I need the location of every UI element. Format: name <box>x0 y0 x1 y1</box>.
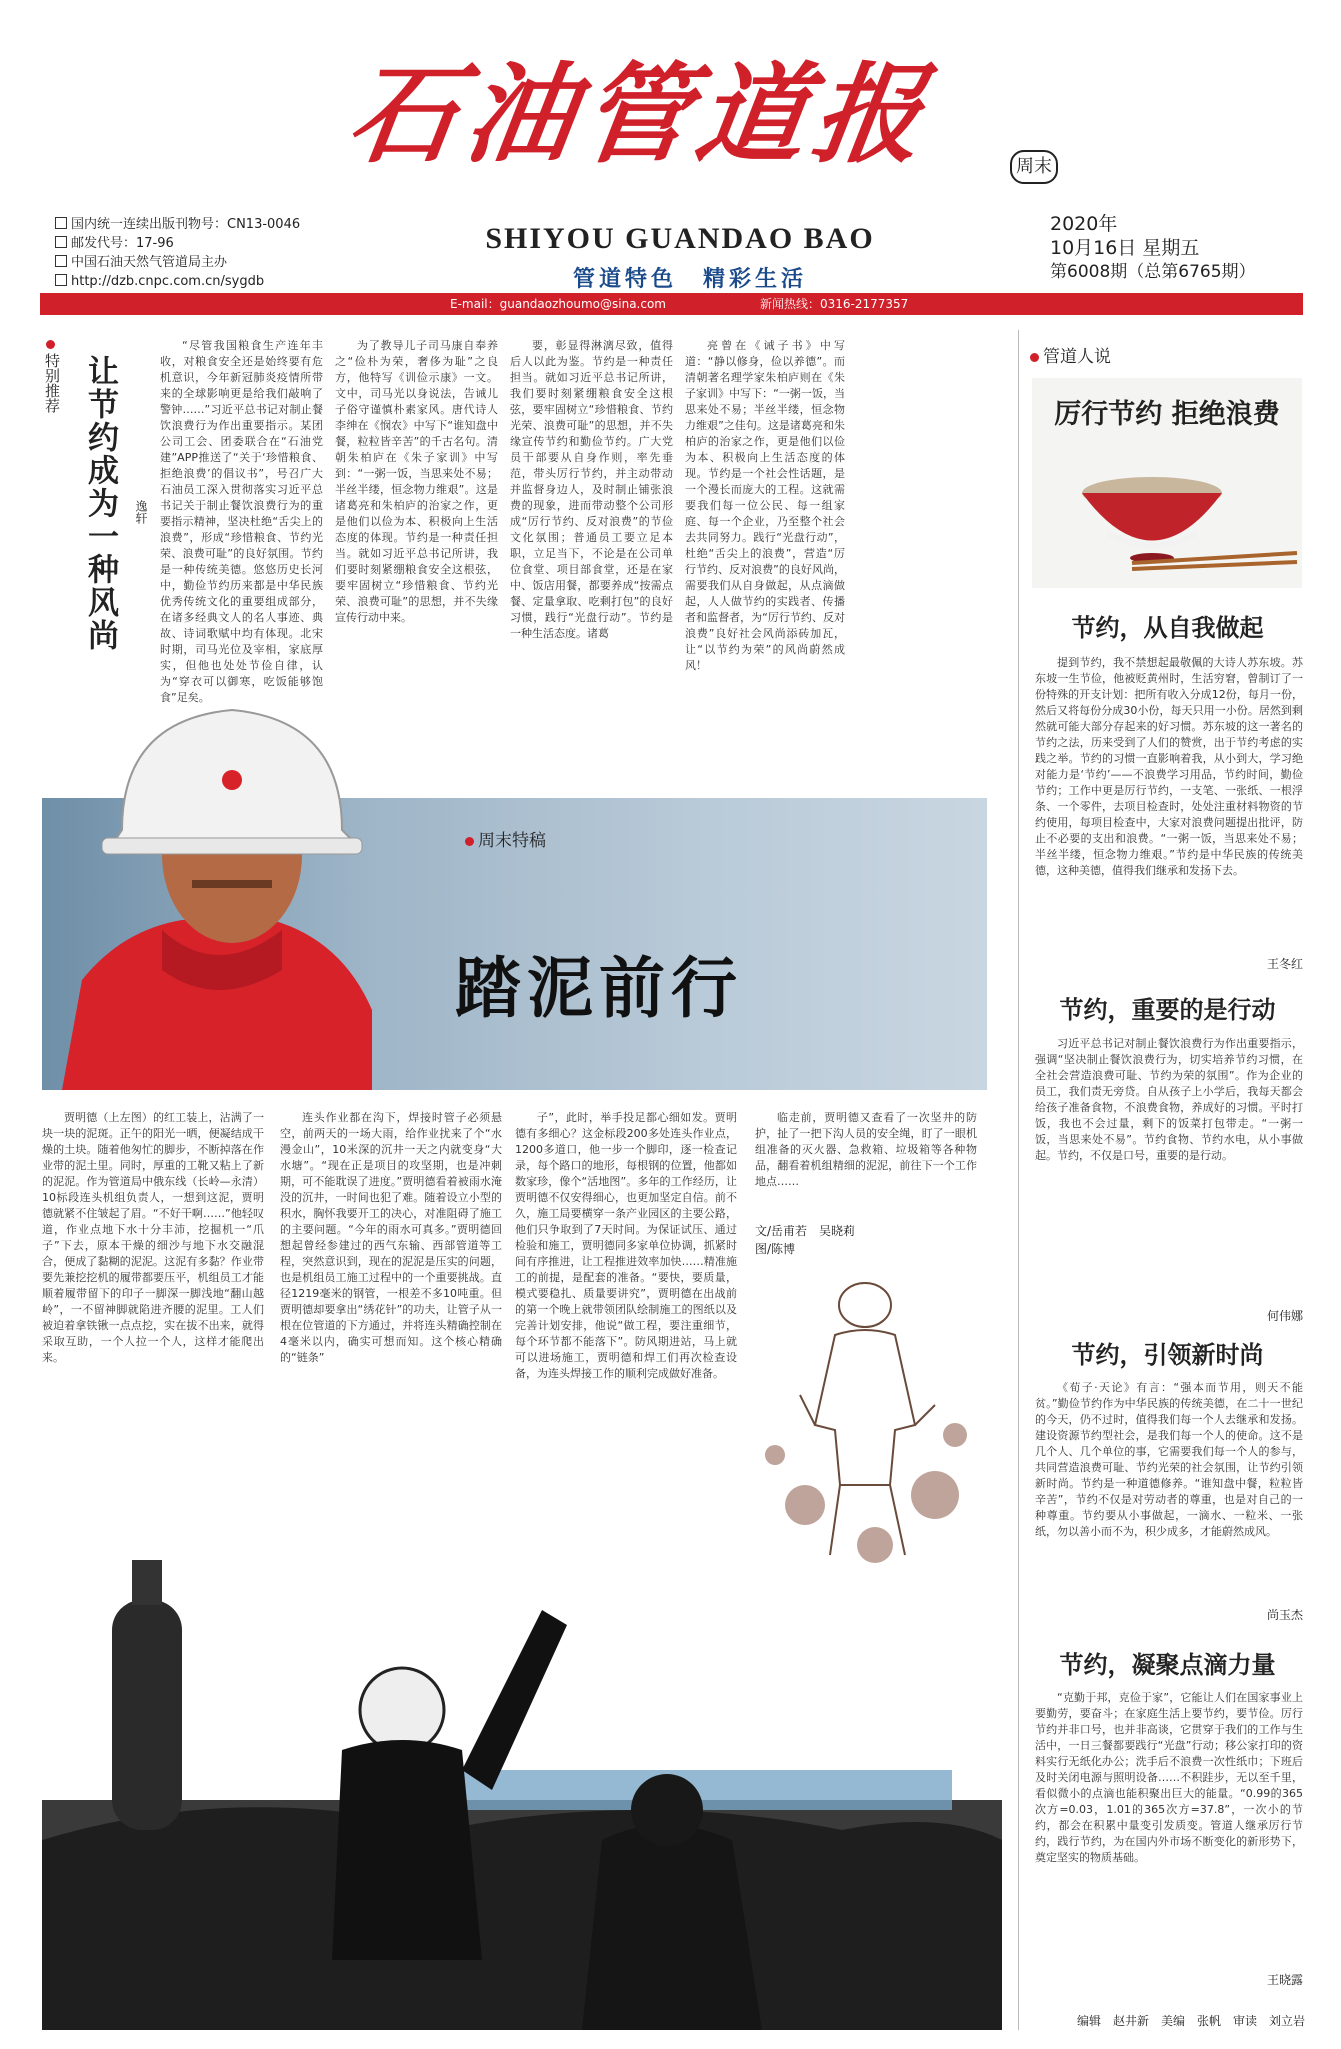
right-article-1-title: 节约，从自我做起 <box>1071 613 1264 642</box>
feature-col2: 连头作业都在沟下，焊接时管子必须悬空，前两天的一场大雨，给作业扰来了个“水漫金山”，10米深的沉井一天之内就变身“大水塘”。“现在正是项目的攻坚期，也是冲刺期，可不能耽误了进度。”贾明德看着被雨水淹没的沉井，一时间也犯了难。随着设立小型的积水，胸怀我要开工的决心，对准阻碍了施工的主要问题。“今年的雨水可真多。”贾明德回想起曾经参建过的西气东输、西部管道等工程，突然意识到，现在的泥泥是压实的问题，也是机组员工施工过程中的一个重要挑战。直径1219毫米的钢管，一根差不多10吨重。但贾明德却要拿出“绣花针”的功夫，让管子从一根在位管道的下方通过，并将连头精确控制在4毫米以内，确实可想而知。这个核心精确的“链条” <box>280 1111 502 1364</box>
feature-col4: 临走前，贾明德又查看了一次坚井的防护，扯了一把下沟人员的安全绳，盯了一眼机组准备的灭火器、急救箱、垃圾箱等各种物品，翻看着机组精细的泥泥，前往下一个工作地点…… <box>755 1111 977 1188</box>
masthead-title: 石油管道报 <box>341 52 939 178</box>
pubinfo-cn-number: 国内统一连续出版刊物号：CN13-0046 <box>71 217 301 232</box>
red-dot-icon <box>465 837 474 846</box>
right-article-1-body: 提到节约，我不禁想起最敬佩的大诗人苏东坡。苏东坡一生节俭，他被贬黄州时，生活穷窘，曾制订了一份特殊的开支计划：把所有收入分成12份，每月一份，然后又将每份分成30小份，每天只用一小份。居然到剩然就可能大部分存起来的好习惯。苏东坡的这一著名的节约之法，历来受到了人们的赞赏，出于节约考虑的实践之举。节约的习惯一直影响着我，从小到大，学习绝对能力是‘节约’——不浪费学习用品，节约时间，勤俭节约；工作中更是厉行节约，一支笔、一张纸、一根浮条、一个零件，去项目检查时，处处注重材料物资的节约使用，每项目检查中，大家对浪费问题提出批评，防止不必要的支出和浪费。“一粥一饭，当思来处不易；半丝半缕，恒念物力维艰。”节约是中华民族的传统美德，这种美德，值得我们继承和发扬下去。 <box>1035 656 1303 877</box>
worker-sketch-illustration <box>745 1255 985 1565</box>
pubinfo-row <box>55 253 355 272</box>
special-recommend-label: 特别推荐 <box>42 340 63 473</box>
checkbox-icon <box>55 255 67 267</box>
pubinfo-postal-code: 邮发代号：17-96 <box>71 236 174 251</box>
feature-col1: 贾明德（上左图）的红工装上，沾满了一块一块的泥斑。正午的阳光一晒，便凝结成干燥的土块。随着他匆忙的脚步，不断掉落在作业带的泥土里。同时，厚重的工靴又粘上了新的泥泥。作为管道局中俄东线（长岭—永清）10标段连头机组负责人，一想到这泥，贾明德就紧不住皱起了眉。“不好干啊……”他轻叹道，作业点地下水十分丰沛，挖掘机一“爪子”下去，原本干燥的细沙与地下水交融混合，便成了黏糊的泥泥。这泥有多黏？作业带要先兼挖挖机的履带都要压平，机组员工才能顺着履带留下的印子一脚深一脚浅地“翻山越岭”，一不留神脚就陷进齐腰的泥里。工人们被迫着拿铁锹一点点挖，实在拔不出来，就得采取互助，一个人拉一个人，这样才能爬出来。 <box>42 1111 264 1364</box>
right-article-2-author: 何伟娜 <box>1266 1309 1303 1323</box>
weekly-edition-badge: 周末 <box>1010 150 1058 184</box>
checkbox-icon <box>55 217 67 229</box>
right-article-3-author: 尚玉杰 <box>1266 1608 1303 1622</box>
right-article-2-title: 节约，重要的是行动 <box>1059 995 1276 1024</box>
pubinfo-row <box>55 215 355 234</box>
right-section-label: 管道人说 <box>1030 342 1111 367</box>
pubinfo-url[interactable]: http://dzb.cnpc.com.cn/sygdb <box>71 274 265 289</box>
right-article-1-author: 王冬红 <box>1266 957 1303 971</box>
feature-headline: 踏泥前行 <box>455 949 743 1027</box>
feature-credits: 文/岳甫若 吴晓莉 图/陈博 <box>755 1224 856 1256</box>
left-article-col1: “尽管我国粮食生产连年丰收，对粮食安全还是始终要有危机意识，今年新冠肺炎疫情所带来的全球影响更是给我们敲响了警钟……”习近平总书记对制止餐饮浪费行为作出重要指示。某团公司工会、团委联合在“石油党建”APP推送了“关于‘珍惜粮食、拒绝浪费’的倡议书”，号召广大石油员工深入贯彻落实习近平总书记关于制止餐饮浪费行为的重要指示精神，坚决杜绝“舌尖上的浪费”，形成“珍惜粮食、节约光荣、浪费可耻”的良好氛围。节约是一种传统美德。悠悠历史长河中，勤俭节约历来都是中华民族优秀传统文化的重要组成部分，在诸多经典文人的名人事迹、典故、诗词歌赋中均有体现。北宋时期，司马光位及宰相，家底厚实，但他也处处节俭自律，认为“穿衣可以御寒，吃饭能够饱食”足矣。 <box>160 339 323 704</box>
left-article-col3: 要，彰显得淋漓尽致，值得后人以此为鉴。节约是一种责任担当。就如习近平总书记所讲，我们要时刻紧绷粮食安全这根弦，要牢固树立“珍惜粮食、节约光荣、浪费可耻”的思想，并不失缘宣传节约和勤俭节约。广大党员干部要从自身作则，率先垂范，带头厉行节约，并主动带动并监督身边人，及时制止铺张浪费的现象，进而带动整个公司形成“厉行节约、反对浪费”的节俭文化氛围；普通员工要立足本职，立足当下，不论是在公司单位食堂、项目部食堂，还是在家中、饭店用餐，都要养成“按需点餐、定量拿取、吃剩打包”的良好习惯，践行“光盘行动”。节约是一种生活态度。诸葛 <box>510 339 673 640</box>
checkbox-icon <box>55 236 67 248</box>
right-article-3-body: 《荀子·天论》有言：“强本而节用，则天不能贫。”勤俭节约作为中华民族的传统美德，在二十一世纪的今天，仍不过时，值得我们每一个人去继承和发扬。建设资源节约型社会，是我们每一个人的使命。这不是几个人、几个单位的事，它需要我们每一个人的参与，共同营造浪费可耻、节约光荣的社会氛围，让节约引领新时尚。节约是一种道德修养。“谁知盘中餐，粒粒皆辛苦”，节约不仅是对劳动者的尊重，也是对自己的一种尊重。节约要从小事做起，一滴水、一粒米、一张纸，勿以善小而不为，积少成多，才能蔚然成风。 <box>1035 1381 1303 1538</box>
pubinfo-sponsor: 中国石油天然气管道局主办 <box>71 255 228 270</box>
right-banner-text: 厉行节约 拒绝浪费 <box>1054 399 1280 430</box>
column-divider <box>1018 330 1019 2030</box>
publication-info <box>55 215 355 291</box>
masthead-pinyin: SHIYOU GUANDAO BAO <box>485 222 875 255</box>
left-article-author: 逸轩 <box>134 500 148 524</box>
rice-bowl-illustration <box>1072 438 1302 578</box>
date-info <box>1050 212 1310 284</box>
red-dot-icon <box>46 340 55 349</box>
pubinfo-row <box>55 234 355 253</box>
masthead-slogan: 管道特色 精彩生活 <box>572 267 807 292</box>
issue-number: 第6008期（总第6765期） <box>1050 262 1256 282</box>
contact-bar <box>40 293 1303 315</box>
date-day: 10月16日 星期五 <box>1050 237 1200 259</box>
right-article-4-author: 王晓露 <box>1266 1973 1303 1987</box>
left-article-col2: 为了教导儿子司马康自奉养之“俭朴为荣，奢侈为耻”之良方，他特写《训俭示康》一文。文中，司马光以身说法，告诫儿子俗守谨慎朴素家风。唐代诗人李绅在《悯农》中写下“谁知盘中餐，粒粒皆辛苦”的千古名句。清朝朱柏庐在《朱子家训》中写到：“一粥一饭，当思来处不易；半丝半缕，恒念物力维艰”。这是诸葛亮和朱柏庐的治家之作，更是他们以俭为本、积极向上生活态度的体现。节约是一种责任担当。就如习近平总书记所讲，我们要时刻紧绷粮食安全这根弦，要牢固树立“珍惜粮食、节约光荣、浪费可耻”的思想，并不失缘宣传行动中来。 <box>335 339 498 624</box>
feature-col3: 子”，此时，举手投足都心细如发。贾明德有多细心？这金标段200多处连头作业点，1200多道口，他一步一个脚印，逐一检查记录，每个路口的地形，每根钢的位置，他都如数家珍，像个“活地图”。多年的工作经历，让贾明德不仅安得细心，也更加坚定自信。前不久，施工局要横穿一条产业园区的主要公路，他们只争取到了7天时间。为保证试压、通过检验和施工，贾明德同多家单位协调，抓紧时间有序推进，让工程推进效率加快……精准施工的前提，是配套的准备。“要快，要质量，模式要稳扎、质量要讲究”，贾明德在出战前的第一个晚上就带领团队绘制施工的图纸以及完善计划安排，他说“做工程，要注重细节，每个环节都不能落下”。防风期进站，马上就可以进场施工，贾明德和焊工们再次检查设备，为连头焊接工作的顺利完成做好准备。 <box>515 1111 737 1380</box>
right-article-4-title: 节约，凝聚点滴力量 <box>1059 1650 1276 1679</box>
workers-silhouette-photo <box>42 1540 1002 2030</box>
worker-photo <box>42 680 372 1090</box>
left-article-headline: 让节约成为一种风尚 <box>82 355 118 652</box>
right-article-3-title: 节约，引领新时尚 <box>1071 1340 1264 1369</box>
date-year: 2020年 <box>1050 213 1118 235</box>
red-dot-icon <box>1030 353 1039 362</box>
right-banner-box <box>1032 378 1302 588</box>
contact-email[interactable]: E-mail：guandaozhoumo@sina.com <box>450 297 666 311</box>
checkbox-icon <box>55 274 67 286</box>
right-article-4-body: “克勤于邦，克俭于家”，它能让人们在国家事业上要勤劳，要奋斗；在家庭生活上要节约，要节俭。厉行节约并非口号，也并非高谈，它贯穿于我们的工作与生活中，一日三餐都要践行“光盘”行动；移公家打印的资料实行无纸化办公；洗手后不浪费一次性纸巾；下班后及时关闭电源与照明设备……不积跬步，无以至千里，看似微小的点滴也能积聚出巨大的能量。“0.99的365次方=0.03，1.01的365次方=37.8”，一次小的节约，都会在积累中量变引发质变。管道人继承厉行节约，践行节约，为在国内外市场不断变化的新形势下，奠定坚实的物质基础。 <box>1035 1691 1303 1864</box>
right-article-2-body: 习近平总书记对制止餐饮浪费行为作出重要指示，强调“坚决制止餐饮浪费行为，切实培养节约习惯，在全社会营造浪费可耻、节约为荣的氛围”。作为企业的员工，我们责无旁贷。自从孩子上小学后，我每天都会给孩子准备食物，不浪费食物，养成好的习惯。平时打饭，我也不会过量，剩下的饭菜打包带走。“一粥一饭，当思来处不易”。节约食物、节约水电，从小事做起。节约，不仅是口号，重要的是行动。 <box>1035 1037 1303 1162</box>
pubinfo-row <box>55 272 355 291</box>
feature-section-label: 周末特稿 <box>465 826 546 851</box>
contact-hotline: 新闻热线：0316-2177357 <box>760 297 909 311</box>
left-article-col4: 亮曾在《诫子书》中写道：“静以修身，俭以养德”。而清朝著名理学家朱柏庐则在《朱子家训》中写下：“一粥一饭，当思来处不易；半丝半缕，恒念物力维艰”之佳句。这是诸葛亮和朱柏庐的治家之作，更是他们以俭为本、积极向上生活态度的体现。节约是一个社会性话题，是一个漫长而庞大的工程。这就需要我们每一位公民、每一组家庭、每一个企业，乃至整个社会去共同努力。践行“光盘行动”，杜绝“舌尖上的浪费”，营造“厉行节约、反对浪费”的良好风尚，需要我们从自身做起，从点滴做起，人人做节约的实践者、传播者和监督者，为“厉行节约、反对浪费”良好社会风尚添砖加瓦，让“以节约为荣”的风尚蔚然成风！ <box>685 339 845 672</box>
editor-credits: 编辑 赵井新 美编 张帆 审读 刘立岩 <box>1076 2014 1305 2028</box>
